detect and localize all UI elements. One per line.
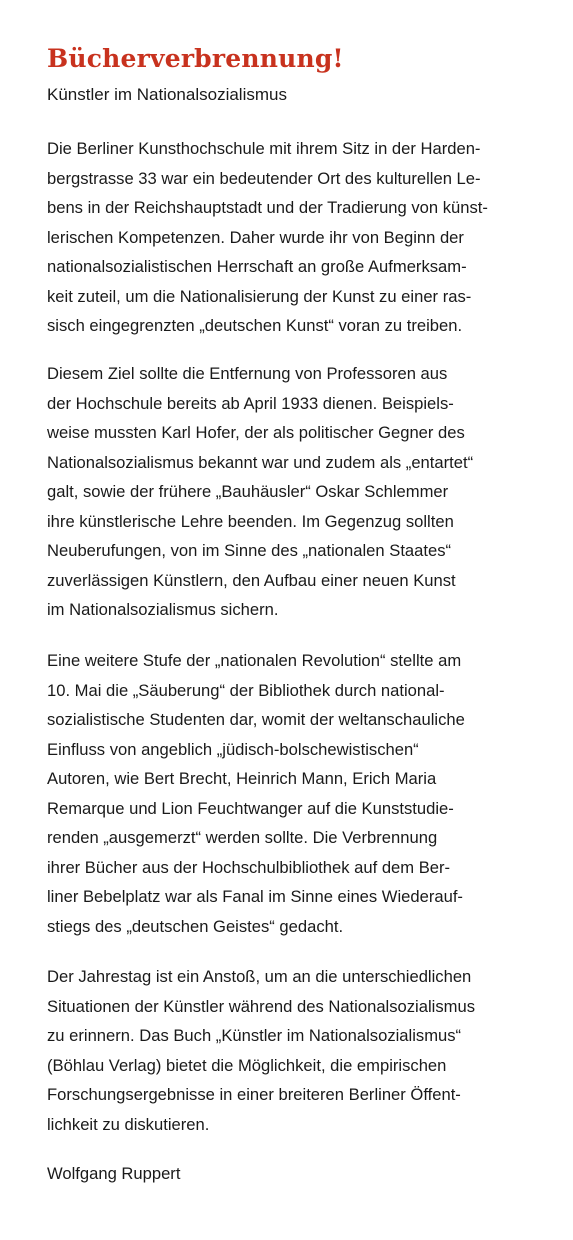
- paragraph-line: Remarque und Lion Feuchtwanger auf die Kunststudie-: [47, 798, 454, 818]
- paragraph-line: bergstrasse 33 war ein bedeutender Ort des kulturellen Le-: [47, 168, 481, 188]
- paragraph-line: Eine weitere Stufe der „nationalen Revolution“ stellte am: [47, 651, 462, 670]
- paragraph-line: Autoren, wie Bert Brecht, Heinrich Mann, Erich Maria: [47, 769, 437, 788]
- paragraph-line: stiegs des „deutschen Geistes“ gedacht.: [47, 916, 344, 936]
- paragraph-line: im Nationalsozialismus sichern.: [47, 600, 279, 619]
- paragraph-4: [47, 962, 475, 1139]
- page-title: Bücherverbrennung!: [47, 44, 344, 73]
- paragraph-line: 10. Mai die „Säuberung“ der Bibliothek durch national-: [47, 680, 445, 700]
- paragraph-line: lerischen Kompetenzen. Daher wurde ihr von Beginn der: [47, 227, 464, 247]
- paragraph-line: der Hochschule bereits ab April 1933 dienen. Beispiels-: [47, 393, 454, 413]
- paragraph-line: ihrer Bücher aus der Hochschulbibliothek auf dem Ber-: [47, 857, 451, 877]
- author-signature: Wolfgang Ruppert: [47, 1164, 181, 1183]
- paragraph-line: galt, sowie der frühere „Bauhäusler“ Oskar Schlemmer: [47, 482, 449, 501]
- paragraph-3: [47, 646, 465, 941]
- paragraph-line: bens in der Reichshauptstadt und der Tradierung von künst-: [47, 198, 488, 217]
- paragraph-1: [47, 134, 488, 341]
- paragraph-line: weise mussten Karl Hofer, der als politischer Gegner des: [47, 423, 465, 442]
- paragraph-line: zuverlässigen Künstlern, den Aufbau einer neuen Kunst: [47, 570, 456, 590]
- paragraph-line: zu erinnern. Das Buch „Künstler im Nationalsozialismus“: [47, 1026, 462, 1045]
- page-subtitle: Künstler im Nationalsozialismus: [47, 85, 287, 104]
- paragraph-line: renden „ausgemerzt“ werden sollte. Die Verbrennung: [47, 828, 438, 847]
- paragraph-line: Situationen der Künstler während des Nationalsozialismus: [47, 996, 475, 1016]
- paragraph-line: Forschungsergebnisse in einer breiteren Berliner Öffent-: [47, 1085, 461, 1104]
- paragraph-line: nationalsozialistischen Herrschaft an große Aufmerksam-: [47, 257, 467, 276]
- paragraph-line: Der Jahrestag ist ein Anstoß, um an die unterschiedlichen: [47, 967, 472, 986]
- paragraph-line: (Böhlau Verlag) bietet die Möglichkeit, die empirischen: [47, 1055, 447, 1075]
- paragraph-line: ihre künstlerische Lehre beenden. Im Gegenzug sollten: [47, 511, 454, 531]
- paragraph-line: sozialistische Studenten dar, womit der weltanschauliche: [47, 710, 465, 729]
- paragraph-line: Neuberufungen, von im Sinne des „nationalen Staates“: [47, 541, 452, 560]
- paragraph-line: Nationalsozialismus bekannt war und zudem als „entartet“: [47, 452, 474, 472]
- paragraph-2: [47, 359, 473, 625]
- paragraph-line: lichkeit zu diskutieren.: [47, 1114, 210, 1134]
- paragraph-line: Einfluss von angeblich „jüdisch-bolschewistischen“: [47, 739, 419, 759]
- paragraph-line: keit zuteil, um die Nationalisierung der Kunst zu einer ras-: [47, 286, 472, 306]
- paragraph-line: Diesem Ziel sollte die Entfernung von Professoren aus: [47, 364, 448, 383]
- paragraph-line: sisch eingegrenzten „deutschen Kunst“ voran zu treiben.: [47, 316, 463, 335]
- paragraph-line: liner Bebelplatz war als Fanal im Sinne eines Wiederauf-: [47, 887, 463, 906]
- paragraph-line: Die Berliner Kunsthochschule mit ihrem Sitz in der Harden-: [47, 139, 481, 158]
